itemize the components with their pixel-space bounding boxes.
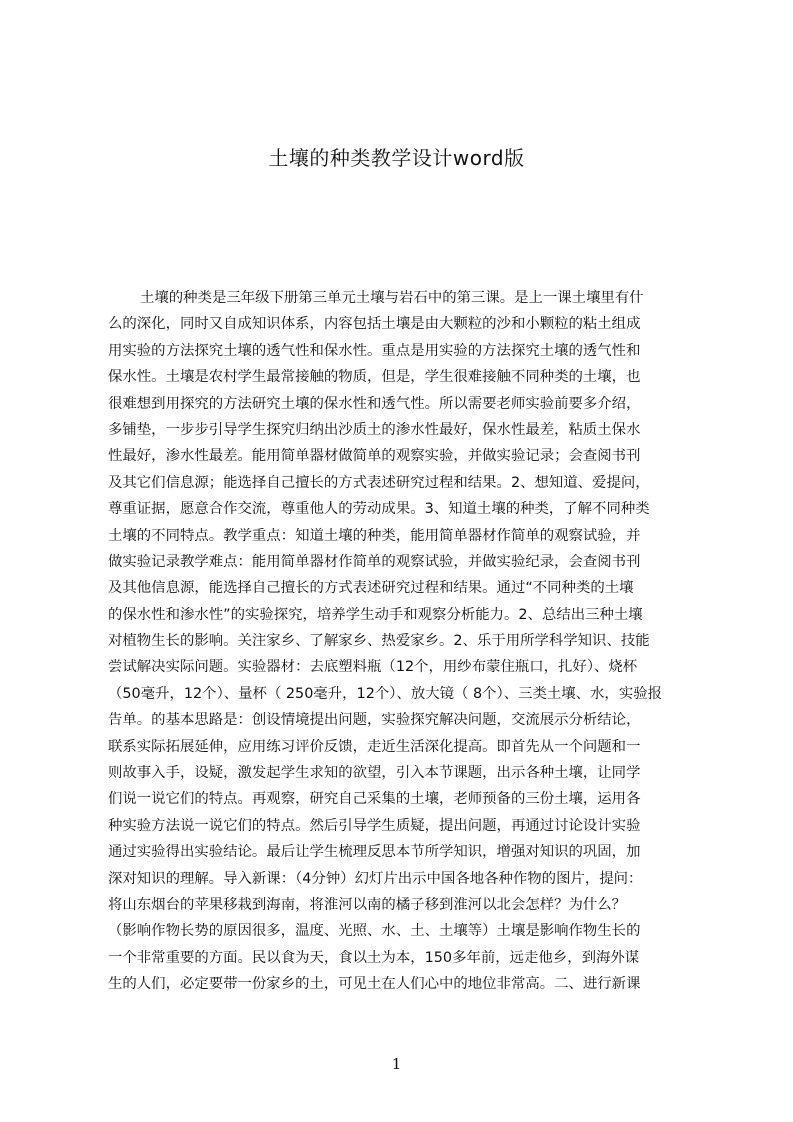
text-line: 及其他信息源，能选择自己擅长的方式表述研究过程和结果。通过“不同种类的土壤 [108,580,634,597]
text-line: 则故事入手，设疑，激发起学生求知的欲望，引入本节课题，出示各种土壤，让同学 [108,765,641,782]
text-line: 多铺垫，一步步引导学生探究归纳出沙质土的渗水性最好，保水性最差，粘质土保水 [108,421,641,438]
page-number: 1 [391,1055,402,1073]
body-paragraph [108,285,698,1045]
text-line: 尝试解决实际问题。实验器材：去底塑料瓶（12个，用纱布蒙住瓶口，扎好）、烧杯 [108,659,638,676]
text-line: 一个非常重要的方面。民以食为天，食以土为本，150多年前，远走他乡，到海外谋 [108,949,640,966]
text-line: 的保水性和渗水性”的实验探究，培养学生动手和观察分析能力。2、总结出三种土壤 [108,606,643,623]
text-line: 们说一说它们的特点。再观察，研究自己采集的土壤，老师预备的三份土壤，运用各 [108,791,641,808]
text-line: 深对知识的理解。导入新课：（4分钟）幻灯片出示中国各地各种作物的图片，提问： [108,870,643,887]
text-line: 通过实验得出实验结论。最后让学生梳理反思本节所学知识，增强对知识的巩固，加 [108,844,641,861]
text-line: 保水性。土壤是农村学生最常接触的物质，但是，学生很难接触不同种类的土壤，也 [108,369,641,386]
text-line: 么的深化，同时又自成知识体系，内容包括土壤是由大颗粒的沙和小颗粒的粘土组成 [108,316,641,333]
text-line: 将山东烟台的苹果移栽到海南，将淮河以南的橘子移到淮河以北会怎样？为什么？ [108,896,627,913]
text-line: 联系实际拓展延伸，应用练习评价反馈，走近生活深化提高。即首先从一个问题和一 [108,738,641,755]
text-line: 土壤的不同特点。教学重点：知道土壤的种类，能用简单器材作简单的观察试验，并 [108,527,641,544]
text-line: 做实验记录教学难点：能用简单器材作简单的观察试验，并做实验纪录，会查阅书刊 [108,553,641,570]
text-line: 告单。的基本思路是：创设情境提出问题，实验探究解决问题，交流展示分析结论， [108,712,641,729]
text-line: 种实验方法说一说它们的特点。然后引导学生质疑，提出问题，再通过讨论设计实验 [108,817,641,834]
text-line: 很难想到用探究的方法研究土壤的保水性和透气性。所以需要老师实验前要多介绍， [108,395,641,412]
text-line: 土壤的种类是三年级下册第三单元土壤与岩石中的第三课。是上一课土壤里有什 [140,290,644,306]
text-line: 性最好，渗水性最差。能用简单器材做简单的观察实验，并做实验记录；会查阅书刊 [108,448,641,465]
text-line: 生的人们，必定要带一份家乡的土，可见土在人们心中的地位非常高。二、进行新课 [108,976,641,993]
text-line: 对植物生长的影响。关注家乡、了解家乡、热爱家乡。2、乐于用所学科学知识、技能 [108,633,650,650]
text-line: 用实验的方法探究土壤的透气性和保水性。重点是用实验的方法探究土壤的透气性和 [108,342,641,359]
text-line: （影响作物长势的原因很多，温度、光照、水、土、土壤等）土壤是影响作物生长的 [108,923,641,940]
text-line: （50毫升，12个）、量杯（ 250毫升，12个）、放大镜（ 8个）、三类土壤、水，实验报 [108,685,662,702]
text-line: 尊重证据，愿意合作交流，尊重他人的劳动成果。3、知道土壤的种类，了解不同种类 [108,501,650,518]
text-line: 及其它们信息源；能选择自己擅长的方式表述研究过程和结果。2、想知道、爱提问， [108,474,650,491]
document-title: 土壤的种类教学设计word版 [268,146,525,170]
